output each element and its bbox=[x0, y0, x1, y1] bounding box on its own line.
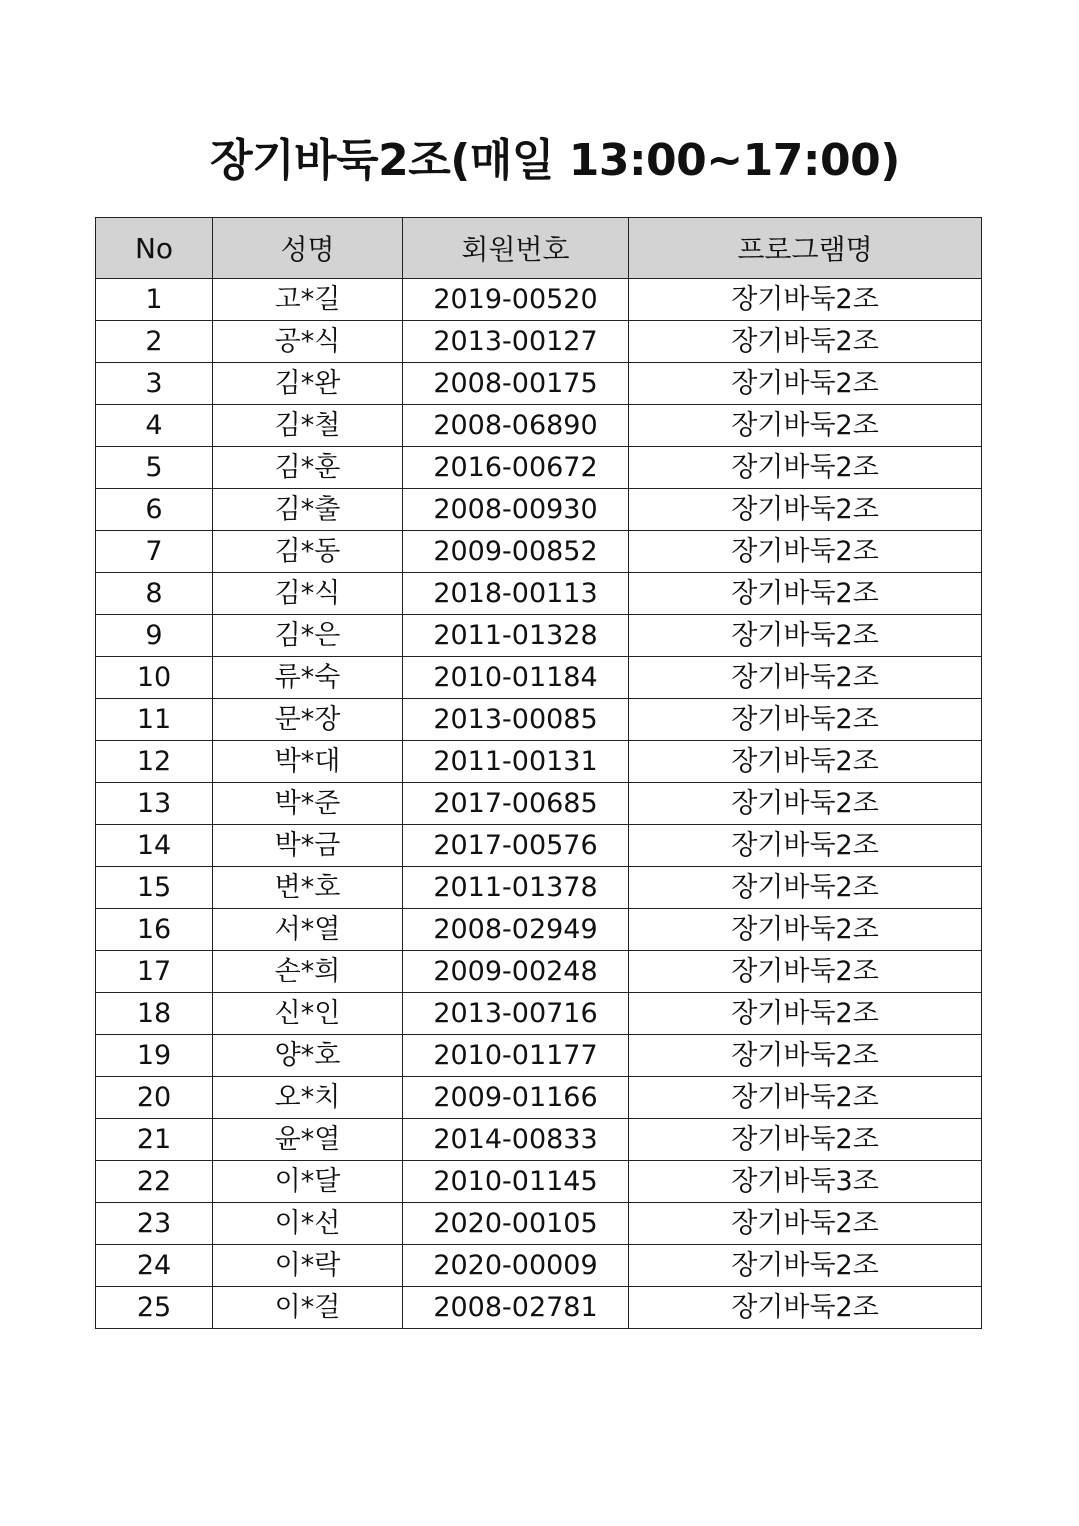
table-row bbox=[96, 699, 982, 741]
cell-program-name: 장기바둑2조 bbox=[629, 489, 982, 531]
page-title: 장기바둑2조(매일 13:00~17:00) bbox=[210, 135, 900, 187]
table-body bbox=[96, 279, 982, 1329]
cell-member-number: 2010-01145 bbox=[403, 1161, 629, 1203]
table-row bbox=[96, 531, 982, 573]
cell-no: 22 bbox=[96, 1161, 213, 1203]
cell-program-name: 장기바둑2조 bbox=[629, 825, 982, 867]
cell-member-number: 2008-02781 bbox=[403, 1287, 629, 1329]
table-row bbox=[96, 405, 982, 447]
cell-member-number: 2011-01378 bbox=[403, 867, 629, 909]
cell-name: 김*식 bbox=[213, 573, 403, 615]
cell-no: 12 bbox=[96, 741, 213, 783]
cell-program-name: 장기바둑2조 bbox=[629, 951, 982, 993]
cell-name: 김*동 bbox=[213, 531, 403, 573]
cell-member-number: 2014-00833 bbox=[403, 1119, 629, 1161]
cell-program-name: 장기바둑2조 bbox=[629, 573, 982, 615]
cell-program-name: 장기바둑2조 bbox=[629, 783, 982, 825]
cell-name: 서*열 bbox=[213, 909, 403, 951]
cell-name: 김*출 bbox=[213, 489, 403, 531]
table-row bbox=[96, 363, 982, 405]
cell-program-name: 장기바둑2조 bbox=[629, 405, 982, 447]
cell-program-name: 장기바둑2조 bbox=[629, 279, 982, 321]
table-row bbox=[96, 615, 982, 657]
cell-name: 양*호 bbox=[213, 1035, 403, 1077]
cell-no: 6 bbox=[96, 489, 213, 531]
table-row bbox=[96, 1035, 982, 1077]
cell-member-number: 2010-01177 bbox=[403, 1035, 629, 1077]
cell-no: 23 bbox=[96, 1203, 213, 1245]
cell-program-name: 장기바둑2조 bbox=[629, 1077, 982, 1119]
cell-member-number: 2013-00716 bbox=[403, 993, 629, 1035]
cell-member-number: 2018-00113 bbox=[403, 573, 629, 615]
cell-name: 공*식 bbox=[213, 321, 403, 363]
cell-program-name: 장기바둑2조 bbox=[629, 1203, 982, 1245]
cell-member-number: 2010-01184 bbox=[403, 657, 629, 699]
cell-name: 김*완 bbox=[213, 363, 403, 405]
table-row bbox=[96, 1203, 982, 1245]
cell-program-name: 장기바둑2조 bbox=[629, 1287, 982, 1329]
cell-program-name: 장기바둑2조 bbox=[629, 321, 982, 363]
cell-member-number: 2013-00127 bbox=[403, 321, 629, 363]
cell-name: 박*금 bbox=[213, 825, 403, 867]
table-row bbox=[96, 1077, 982, 1119]
table-row bbox=[96, 321, 982, 363]
cell-member-number: 2011-01328 bbox=[403, 615, 629, 657]
cell-program-name: 장기바둑2조 bbox=[629, 741, 982, 783]
cell-no: 5 bbox=[96, 447, 213, 489]
header-no: No bbox=[96, 218, 213, 279]
cell-member-number: 2011-00131 bbox=[403, 741, 629, 783]
cell-program-name: 장기바둑2조 bbox=[629, 447, 982, 489]
cell-no: 20 bbox=[96, 1077, 213, 1119]
cell-name: 박*준 bbox=[213, 783, 403, 825]
cell-program-name: 장기바둑2조 bbox=[629, 615, 982, 657]
cell-member-number: 2013-00085 bbox=[403, 699, 629, 741]
header-name: 성명 bbox=[213, 218, 403, 279]
header-program-name: 프로그램명 bbox=[629, 218, 982, 279]
cell-no: 3 bbox=[96, 363, 213, 405]
cell-name: 고*길 bbox=[213, 279, 403, 321]
cell-name: 박*대 bbox=[213, 741, 403, 783]
cell-name: 문*장 bbox=[213, 699, 403, 741]
cell-name: 김*훈 bbox=[213, 447, 403, 489]
cell-name: 변*호 bbox=[213, 867, 403, 909]
table-row bbox=[96, 783, 982, 825]
cell-member-number: 2009-00852 bbox=[403, 531, 629, 573]
table-header bbox=[96, 218, 982, 279]
table-row bbox=[96, 867, 982, 909]
cell-member-number: 2019-00520 bbox=[403, 279, 629, 321]
header-row bbox=[96, 218, 982, 279]
cell-no: 1 bbox=[96, 279, 213, 321]
cell-no: 21 bbox=[96, 1119, 213, 1161]
table-row bbox=[96, 825, 982, 867]
table-row bbox=[96, 447, 982, 489]
cell-name: 이*락 bbox=[213, 1245, 403, 1287]
table-row bbox=[96, 1287, 982, 1329]
cell-no: 24 bbox=[96, 1245, 213, 1287]
cell-program-name: 장기바둑2조 bbox=[629, 1035, 982, 1077]
table-row bbox=[96, 573, 982, 615]
table-row bbox=[96, 993, 982, 1035]
cell-member-number: 2008-06890 bbox=[403, 405, 629, 447]
cell-no: 7 bbox=[96, 531, 213, 573]
cell-member-number: 2009-01166 bbox=[403, 1077, 629, 1119]
table-row bbox=[96, 1161, 982, 1203]
cell-member-number: 2008-00930 bbox=[403, 489, 629, 531]
cell-name: 신*인 bbox=[213, 993, 403, 1035]
cell-name: 류*숙 bbox=[213, 657, 403, 699]
cell-no: 19 bbox=[96, 1035, 213, 1077]
cell-member-number: 2017-00576 bbox=[403, 825, 629, 867]
table-row bbox=[96, 657, 982, 699]
cell-program-name: 장기바둑2조 bbox=[629, 1119, 982, 1161]
table-row bbox=[96, 1245, 982, 1287]
cell-member-number: 2016-00672 bbox=[403, 447, 629, 489]
cell-name: 윤*열 bbox=[213, 1119, 403, 1161]
cell-program-name: 장기바둑2조 bbox=[629, 657, 982, 699]
cell-member-number: 2009-00248 bbox=[403, 951, 629, 993]
cell-member-number: 2020-00009 bbox=[403, 1245, 629, 1287]
cell-name: 김*은 bbox=[213, 615, 403, 657]
cell-no: 9 bbox=[96, 615, 213, 657]
table-row bbox=[96, 279, 982, 321]
cell-no: 11 bbox=[96, 699, 213, 741]
header-member-number: 회원번호 bbox=[403, 218, 629, 279]
cell-member-number: 2020-00105 bbox=[403, 1203, 629, 1245]
cell-no: 4 bbox=[96, 405, 213, 447]
table-row bbox=[96, 1119, 982, 1161]
cell-no: 13 bbox=[96, 783, 213, 825]
cell-no: 15 bbox=[96, 867, 213, 909]
cell-no: 8 bbox=[96, 573, 213, 615]
cell-name: 이*걸 bbox=[213, 1287, 403, 1329]
table-row bbox=[96, 489, 982, 531]
cell-name: 오*치 bbox=[213, 1077, 403, 1119]
cell-program-name: 장기바둑3조 bbox=[629, 1161, 982, 1203]
cell-member-number: 2008-02949 bbox=[403, 909, 629, 951]
cell-member-number: 2008-00175 bbox=[403, 363, 629, 405]
cell-name: 이*달 bbox=[213, 1161, 403, 1203]
table-row bbox=[96, 741, 982, 783]
cell-program-name: 장기바둑2조 bbox=[629, 993, 982, 1035]
cell-member-number: 2017-00685 bbox=[403, 783, 629, 825]
table-row bbox=[96, 909, 982, 951]
cell-no: 16 bbox=[96, 909, 213, 951]
cell-name: 손*희 bbox=[213, 951, 403, 993]
cell-program-name: 장기바둑2조 bbox=[629, 1245, 982, 1287]
cell-name: 김*철 bbox=[213, 405, 403, 447]
cell-no: 17 bbox=[96, 951, 213, 993]
cell-no: 2 bbox=[96, 321, 213, 363]
cell-no: 25 bbox=[96, 1287, 213, 1329]
roster-table bbox=[95, 217, 982, 1329]
cell-no: 14 bbox=[96, 825, 213, 867]
cell-no: 10 bbox=[96, 657, 213, 699]
cell-program-name: 장기바둑2조 bbox=[629, 531, 982, 573]
cell-program-name: 장기바둑2조 bbox=[629, 909, 982, 951]
cell-program-name: 장기바둑2조 bbox=[629, 867, 982, 909]
cell-no: 18 bbox=[96, 993, 213, 1035]
cell-program-name: 장기바둑2조 bbox=[629, 699, 982, 741]
cell-name: 이*선 bbox=[213, 1203, 403, 1245]
table-row bbox=[96, 951, 982, 993]
cell-program-name: 장기바둑2조 bbox=[629, 363, 982, 405]
